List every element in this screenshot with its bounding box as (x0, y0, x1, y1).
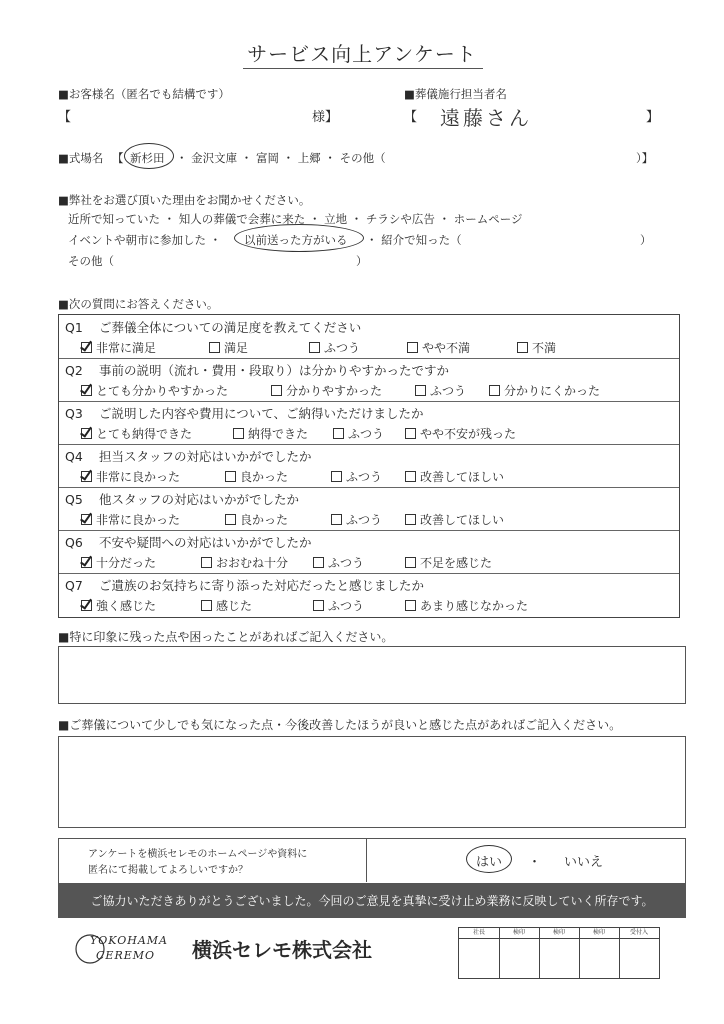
checkbox-icon[interactable] (225, 471, 236, 482)
option-label: とても分かりやすかった (96, 384, 229, 398)
checkbox-icon[interactable] (489, 385, 500, 396)
title-underline (243, 68, 483, 69)
question-option[interactable] (81, 425, 192, 442)
checkbox-icon[interactable] (517, 342, 528, 353)
checkbox-icon[interactable] (309, 342, 320, 353)
question-option[interactable] (405, 597, 528, 614)
checked-checkbox-icon[interactable] (81, 385, 92, 396)
page-title: サービス向上アンケート (247, 42, 477, 66)
logo-line-1: YOKOHAMA (90, 934, 168, 947)
option-label: 十分だった (96, 556, 157, 570)
question-option[interactable] (407, 339, 470, 356)
question-row-7 (59, 573, 679, 616)
impression-textarea[interactable] (58, 646, 686, 704)
reason-line-3[interactable]: その他（ (68, 254, 114, 268)
question-number: Q7 (65, 578, 83, 593)
question-number: Q6 (65, 535, 83, 550)
question-number: Q5 (65, 492, 83, 507)
staff-bracket-close: 】 (646, 110, 660, 125)
checkbox-icon[interactable] (271, 385, 282, 396)
publish-no-option[interactable]: いいえ (564, 855, 604, 870)
checkbox-icon[interactable] (405, 557, 416, 568)
option-label: 感じた (216, 599, 253, 613)
option-label: ふつう (328, 556, 365, 570)
option-label: 改善してほしい (420, 470, 505, 484)
checkbox-icon[interactable] (225, 514, 236, 525)
question-option[interactable] (225, 511, 288, 528)
checked-checkbox-icon[interactable] (81, 514, 92, 525)
checkbox-icon[interactable] (407, 342, 418, 353)
checkbox-icon[interactable] (405, 600, 416, 611)
impression-label: ■特に印象に残った点や困ったことがあればご記入ください。 (58, 630, 394, 644)
company-name: 横浜セレモ株式会社 (192, 938, 372, 962)
question-number: Q3 (65, 406, 83, 421)
question-label: ご葬儀全体についての満足度を教えてください (99, 320, 362, 335)
option-label: やや不安が残った (420, 427, 517, 441)
checkbox-icon[interactable] (313, 600, 324, 611)
checkbox-icon[interactable] (333, 428, 344, 439)
question-option[interactable] (271, 382, 382, 399)
option-label: ふつう (346, 513, 383, 527)
question-separator (59, 358, 679, 359)
checkbox-icon[interactable] (405, 428, 416, 439)
venue-bracket-open: 【 (112, 151, 124, 165)
question-option[interactable] (81, 339, 156, 356)
question-option[interactable] (81, 511, 180, 528)
option-label: 良かった (240, 470, 289, 484)
question-option[interactable] (309, 339, 360, 356)
reason-selection-circle (234, 224, 364, 252)
option-label: 分かりやすかった (286, 384, 383, 398)
question-option[interactable] (81, 597, 156, 614)
questions-label: ■次の質問にお答えください。 (58, 297, 219, 311)
question-label: ご説明した内容や費用について、ご納得いただけましたか (99, 406, 424, 421)
question-row-1 (59, 315, 679, 358)
question-number: Q2 (65, 363, 83, 378)
question-option[interactable] (201, 554, 288, 571)
option-label: ふつう (348, 427, 385, 441)
question-option[interactable] (313, 554, 364, 571)
question-option[interactable] (405, 511, 504, 528)
question-option[interactable] (233, 425, 308, 442)
option-label: 納得できた (248, 427, 309, 441)
publish-separator: ・ (528, 855, 542, 870)
question-label: 他スタッフの対応はいかがでしたか (99, 492, 300, 507)
option-label: 改善してほしい (420, 513, 505, 527)
question-text (65, 447, 312, 465)
question-row-4 (59, 444, 679, 487)
option-label: 強く感じた (96, 599, 157, 613)
stamp-cell-label: 検印 (592, 929, 605, 936)
question-separator (59, 573, 679, 574)
question-option[interactable] (331, 511, 382, 528)
question-row-6 (59, 530, 679, 573)
option-label: ふつう (346, 470, 383, 484)
option-label: 不足を感じた (420, 556, 493, 570)
question-text (65, 361, 449, 379)
option-label: 非常に良かった (96, 470, 181, 484)
question-number: Q4 (65, 449, 83, 464)
question-option[interactable] (489, 382, 600, 399)
question-text (65, 576, 424, 594)
checkbox-icon[interactable] (331, 514, 342, 525)
checkbox-icon[interactable] (331, 471, 342, 482)
question-option[interactable] (313, 597, 364, 614)
improve-textarea[interactable] (58, 736, 686, 828)
question-text (65, 404, 424, 422)
question-separator (59, 444, 679, 445)
questions-table (58, 314, 680, 618)
checked-checkbox-icon[interactable] (81, 600, 92, 611)
question-label: 事前の説明（流れ・費用・段取り）は分かりやすかったですか (99, 363, 450, 378)
question-number: Q1 (65, 320, 83, 335)
publish-yes-option[interactable]: はい (476, 855, 503, 870)
question-option[interactable] (209, 339, 248, 356)
reason-label: ■弊社をお選び頂いた理由をお聞かせください。 (58, 193, 311, 207)
question-option[interactable] (81, 382, 228, 399)
thanks-banner: ご協力いただきありがとうございました。今回のご意見を真摯に受け止め業務に反映していく所存です。 (58, 884, 686, 918)
venue-selection-circle (124, 143, 174, 169)
question-row-2 (59, 358, 679, 401)
stamp-cell-label: 検印 (512, 929, 525, 936)
reason-line-2b[interactable]: ・ 紹介で知った（ (366, 233, 462, 247)
checked-checkbox-icon[interactable] (81, 342, 92, 353)
customer-name-label: ■お客様名（匿名でも結構です） (58, 87, 230, 101)
question-option[interactable] (81, 468, 180, 485)
staff-bracket-open: 【 (404, 110, 418, 125)
stamp-cell-label: 検印 (552, 929, 565, 936)
question-option[interactable] (225, 468, 288, 485)
checkbox-icon[interactable] (313, 557, 324, 568)
checked-checkbox-icon[interactable] (81, 471, 92, 482)
option-label: ふつう (430, 384, 467, 398)
option-label: ふつう (328, 599, 365, 613)
option-label: 非常に良かった (96, 513, 181, 527)
venue-label: ■式場名 (58, 151, 104, 165)
customer-bracket-open: 【 (58, 110, 72, 125)
checkbox-icon[interactable] (405, 471, 416, 482)
improve-label: ■ご葬儀について少しでも気になった点・今後改善したほうが良いと感じた点があればご記入ください。 (58, 718, 622, 732)
checkbox-icon[interactable] (233, 428, 244, 439)
question-row-5 (59, 487, 679, 530)
question-option[interactable] (415, 382, 466, 399)
checkbox-icon[interactable] (201, 557, 212, 568)
stamp-cell-label: 社長 (472, 929, 485, 936)
reason-line-1[interactable]: 近所で知っていた ・ 知人の葬儀で会葬に来た ・ 立地 ・ チラシや広告 ・ ホームページ (68, 212, 523, 226)
logo-line-2: CEREMO (96, 949, 156, 962)
checkbox-icon[interactable] (209, 342, 220, 353)
question-label: ご遺族のお気持ちに寄り添った対応だったと感じましたか (99, 578, 425, 593)
option-label: あまり感じなかった (420, 599, 529, 613)
question-option[interactable] (201, 597, 252, 614)
staff-name-value[interactable]: 遠藤さん (440, 106, 532, 130)
publish-question-line-2: 匿名にて掲載してよろしいですか？ (88, 865, 248, 876)
question-option[interactable] (81, 554, 156, 571)
option-label: 良かった (240, 513, 289, 527)
reason-selected[interactable]: 以前送った方がいる (244, 233, 348, 247)
venue-close: ）】 (636, 151, 654, 165)
question-text (65, 318, 361, 336)
publish-divider (366, 838, 367, 882)
question-label: 不安や疑問への対応はいかがでしたか (99, 535, 312, 550)
publish-yes-circle (466, 845, 512, 873)
option-label: 非常に満足 (96, 341, 157, 355)
option-label: 不満 (532, 341, 557, 355)
publish-question-line-1: アンケートを横浜セレモのホームページや資料に (88, 849, 308, 860)
question-row-3 (59, 401, 679, 444)
reason-line-3-close: ） (356, 254, 368, 268)
question-option[interactable] (331, 468, 382, 485)
question-option[interactable] (405, 468, 504, 485)
approval-stamp-grid (458, 927, 660, 979)
option-label: ふつう (324, 341, 361, 355)
customer-name-field[interactable] (74, 104, 304, 124)
question-option[interactable] (333, 425, 384, 442)
option-label: とても納得できた (96, 427, 193, 441)
question-text (65, 490, 299, 508)
question-option[interactable] (405, 425, 516, 442)
checkbox-icon[interactable] (405, 514, 416, 525)
company-logo (74, 932, 178, 966)
question-separator (59, 401, 679, 402)
staff-name-label: ■葬儀施行担当者名 (404, 87, 507, 101)
option-label: やや不満 (422, 341, 471, 355)
reason-line-2a[interactable]: イベントや朝市に参加した ・ (68, 233, 222, 247)
question-label: 担当スタッフの対応はいかがでしたか (99, 449, 312, 464)
stamp-cell-label: 受付入 (629, 929, 648, 936)
option-label: 分かりにくかった (504, 384, 601, 398)
stamp-header-rule (459, 938, 659, 939)
customer-suffix: 様】 (312, 110, 339, 125)
question-option[interactable] (405, 554, 492, 571)
venue-options[interactable]: ・ 金沢文庫 ・ 富岡 ・ 上郷 ・ その他（ (176, 151, 386, 165)
checked-checkbox-icon[interactable] (81, 557, 92, 568)
checkbox-icon[interactable] (201, 600, 212, 611)
checked-checkbox-icon[interactable] (81, 428, 92, 439)
question-separator (59, 487, 679, 488)
reason-line-2-close: ） (640, 233, 652, 247)
checkbox-icon[interactable] (415, 385, 426, 396)
venue-selected[interactable]: 新杉田 (130, 151, 165, 165)
option-label: おおむね十分 (216, 556, 289, 570)
question-text (65, 533, 312, 551)
question-separator (59, 530, 679, 531)
question-option[interactable] (517, 339, 556, 356)
option-label: 満足 (224, 341, 249, 355)
